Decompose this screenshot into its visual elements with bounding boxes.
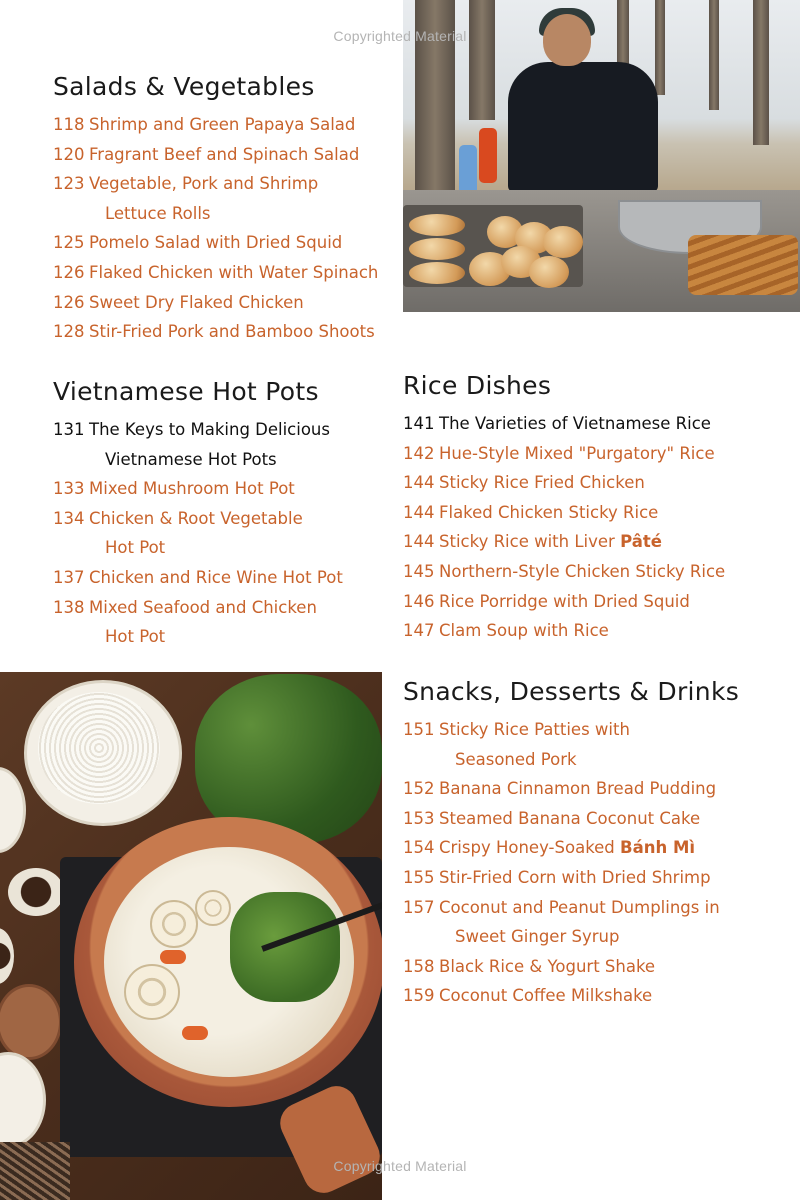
entry-title-emphasis: Pâté — [620, 532, 662, 552]
entry-title-continued: Hot Pot — [105, 627, 166, 647]
page-number: 123 — [53, 174, 85, 194]
toc-entry[interactable] — [403, 587, 725, 617]
section-salads-vegetables — [53, 70, 378, 347]
entry-title: Vegetable, Pork and Shrimp — [89, 174, 319, 194]
toc-entry[interactable] — [403, 468, 725, 498]
page-number: 155 — [403, 867, 435, 887]
entry-title: Shrimp and Green Papaya Salad — [89, 115, 356, 134]
page-number: 120 — [53, 144, 85, 164]
page-number: 153 — [403, 808, 435, 828]
page-number: 144 — [403, 532, 435, 552]
page-number: 134 — [53, 508, 85, 528]
page-number: 138 — [53, 597, 85, 617]
entry-title: Hue-Style Mixed "Purgatory" Rice — [439, 443, 715, 463]
toc-entry[interactable] — [403, 774, 739, 804]
toc-entry[interactable] — [403, 527, 725, 557]
entry-title: Black Rice & Yogurt Shake — [439, 956, 656, 976]
section-snacks-desserts-drinks — [403, 675, 739, 1011]
watermark-top: Copyrighted Material — [333, 28, 467, 44]
toc-entry[interactable] — [53, 504, 343, 563]
toc-entry[interactable] — [53, 258, 378, 288]
street-vendor-photo — [403, 0, 800, 312]
page-number: 144 — [403, 502, 435, 522]
page-number: 141 — [403, 414, 435, 433]
entry-title-continued: Lettuce Rolls — [105, 203, 211, 223]
page-number: 118 — [53, 115, 85, 134]
entry-title: Rice Porridge with Dried Squid — [439, 591, 690, 611]
page-number: 126 — [53, 292, 85, 312]
page-number: 151 — [403, 720, 435, 739]
toc-entry[interactable] — [403, 804, 739, 834]
section-vietnamese-hot-pots — [53, 375, 343, 652]
entry-title: Stir-Fried Corn with Dried Shrimp — [439, 867, 711, 887]
entry-title: Flaked Chicken with Water Spinach — [89, 262, 379, 282]
toc-entry[interactable] — [53, 317, 378, 347]
page-number: 145 — [403, 561, 435, 581]
section-heading: Vietnamese Hot Pots — [53, 377, 319, 406]
entry-title: Fragrant Beef and Spinach Salad — [89, 144, 360, 164]
entry-title: Coconut and Peanut Dumplings in — [439, 897, 720, 917]
page-number: 158 — [403, 956, 435, 976]
page-number: 126 — [53, 262, 85, 282]
entry-title-continued: Sweet Ginger Syrup — [455, 927, 620, 947]
entry-title: Chicken & Root Vegetable — [89, 508, 303, 528]
page-number: 154 — [403, 838, 435, 858]
toc-entry[interactable] — [403, 439, 725, 469]
toc-entry[interactable] — [53, 140, 378, 170]
toc-entry[interactable] — [403, 409, 725, 439]
toc-entry[interactable] — [53, 593, 343, 652]
page-number: 137 — [53, 567, 85, 587]
entry-title: Chicken and Rice Wine Hot Pot — [89, 567, 343, 587]
entry-title: Banana Cinnamon Bread Pudding — [439, 779, 717, 799]
section-heading: Rice Dishes — [403, 371, 552, 400]
entry-title: Clam Soup with Rice — [439, 621, 609, 641]
entry-title: Northern-Style Chicken Sticky Rice — [439, 561, 726, 581]
toc-entry[interactable] — [53, 228, 378, 258]
entry-title: Sweet Dry Flaked Chicken — [89, 292, 304, 312]
entry-title: Sticky Rice Fried Chicken — [439, 473, 645, 493]
page-number: 157 — [403, 897, 435, 917]
section-heading: Salads & Vegetables — [53, 72, 315, 101]
toc-entry[interactable] — [53, 474, 343, 504]
entry-title: Coconut Coffee Milkshake — [439, 986, 653, 1006]
entry-title: Sticky Rice Patties with — [439, 720, 630, 739]
toc-entry[interactable] — [53, 415, 343, 474]
toc-entry[interactable] — [403, 616, 725, 646]
entry-title: Stir-Fried Pork and Bamboo Shoots — [89, 322, 375, 342]
toc-entry[interactable] — [403, 715, 739, 774]
page-number: 128 — [53, 322, 85, 342]
entry-title: Mixed Seafood and Chicken — [89, 597, 317, 617]
entry-title-continued: Hot Pot — [105, 538, 166, 558]
entry-title: Mixed Mushroom Hot Pot — [89, 479, 295, 499]
toc-entry[interactable] — [403, 893, 739, 952]
entry-title-continued: Vietnamese Hot Pots — [105, 449, 277, 469]
toc-entry[interactable] — [403, 498, 725, 528]
page-number: 142 — [403, 443, 435, 463]
hot-pot-photo — [0, 672, 382, 1200]
page-number: 125 — [53, 233, 85, 253]
entry-title-continued: Seasoned Pork — [455, 749, 577, 769]
entry-title: Crispy Honey-Soaked — [439, 838, 621, 858]
section-heading: Snacks, Desserts & Drinks — [403, 677, 740, 706]
toc-entry[interactable] — [403, 833, 739, 863]
toc-entry[interactable] — [403, 863, 739, 893]
toc-entry[interactable] — [403, 981, 739, 1011]
section-rice-dishes — [403, 369, 725, 646]
page-number: 144 — [403, 473, 435, 493]
page-number: 147 — [403, 621, 435, 641]
watermark-bottom: Copyrighted Material — [333, 1158, 467, 1174]
entry-title: Sticky Rice with Liver — [439, 532, 621, 552]
page-number: 152 — [403, 779, 435, 799]
page-number: 131 — [53, 420, 85, 439]
toc-entry[interactable] — [53, 563, 343, 593]
entry-title: Flaked Chicken Sticky Rice — [439, 502, 659, 522]
toc-entry[interactable] — [403, 557, 725, 587]
entry-title: Pomelo Salad with Dried Squid — [89, 233, 343, 253]
toc-entry[interactable] — [53, 288, 378, 318]
entry-title: The Keys to Making Delicious — [89, 420, 330, 439]
toc-entry[interactable] — [53, 169, 378, 228]
toc-entry[interactable] — [53, 110, 378, 140]
page-number: 146 — [403, 591, 435, 611]
page-number: 159 — [403, 986, 435, 1006]
entry-title-emphasis: Bánh Mì — [620, 838, 696, 858]
toc-entry[interactable] — [403, 952, 739, 982]
entry-title: Steamed Banana Coconut Cake — [439, 808, 701, 828]
page-number: 133 — [53, 479, 85, 499]
entry-title: The Varieties of Vietnamese Rice — [439, 414, 711, 433]
